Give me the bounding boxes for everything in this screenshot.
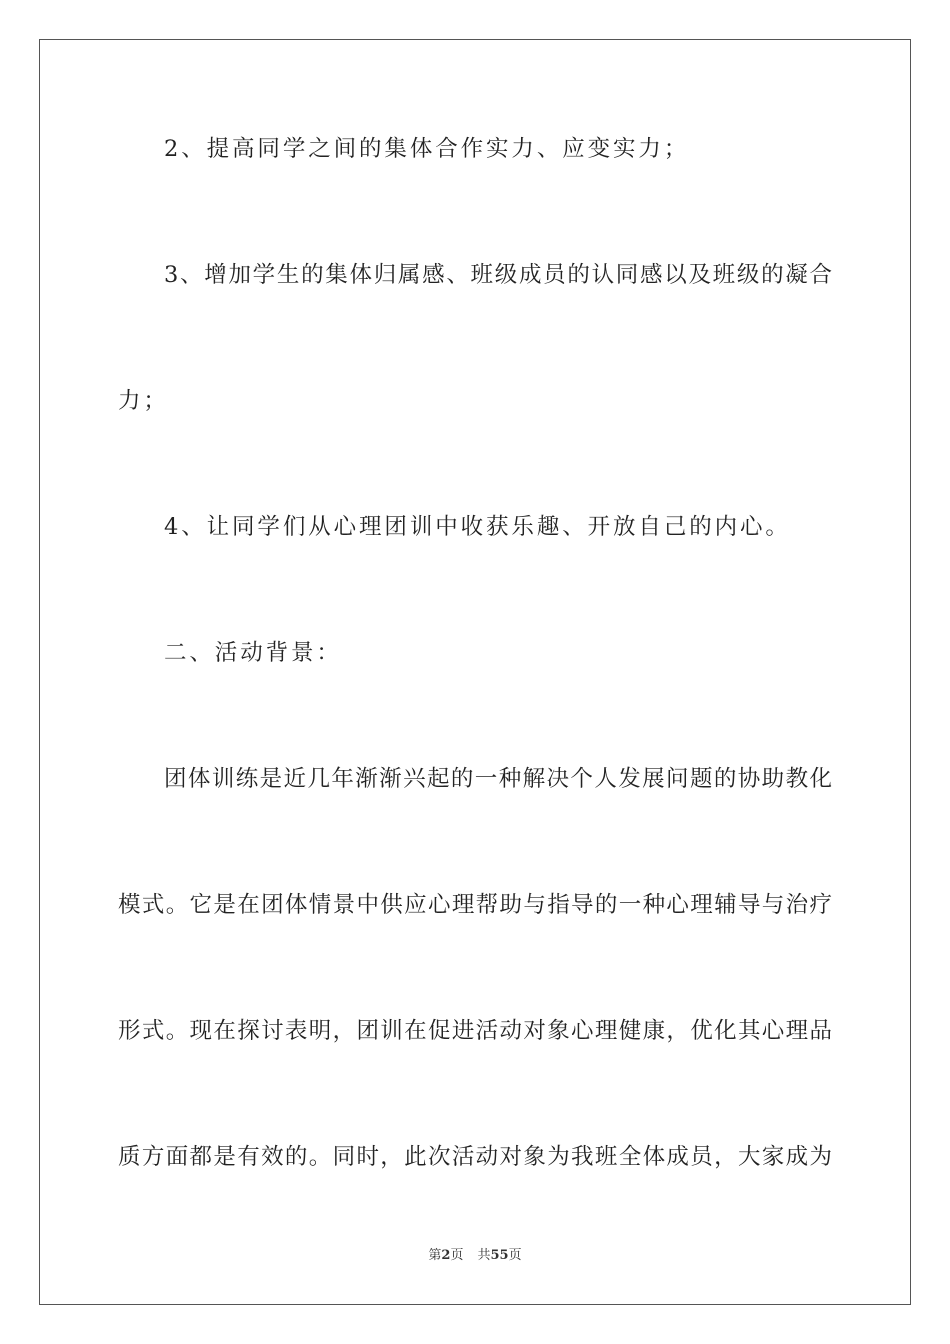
paragraph-line: 3、增加学生的集体归属感、班级成员的认同感以及班级的凝合 xyxy=(164,262,832,288)
paragraph-line: 质方面都是有效的。同时，此次活动对象为我班全体成员，大家成为 xyxy=(118,1144,832,1170)
page-border xyxy=(39,39,911,1305)
footer-page-prefix: 第 xyxy=(428,1248,442,1263)
page-footer xyxy=(0,1247,950,1265)
footer-page-suffix: 页 xyxy=(450,1248,464,1263)
paragraph-line: 团体训练是近几年渐渐兴起的一种解决个人发展问题的协助教化 xyxy=(164,766,832,792)
footer-total-prefix: 共 xyxy=(477,1248,491,1263)
footer-total-pages: 55 xyxy=(490,1248,509,1263)
footer-page-number: 2 xyxy=(441,1248,451,1263)
paragraph-line: 2、提高同学之间的集体合作实力、应变实力； xyxy=(164,136,690,162)
paragraph-line: 力； xyxy=(118,388,169,414)
section-heading: 二、活动背景： xyxy=(164,640,342,666)
paragraph-line: 4、让同学们从心理团训中收获乐趣、开放自己的内心。 xyxy=(164,514,791,540)
footer-total-suffix: 页 xyxy=(508,1248,522,1263)
paragraph-line: 形式。现在探讨表明，团训在促进活动对象心理健康，优化其心理品 xyxy=(118,1018,832,1044)
paragraph-line: 模式。它是在团体情景中供应心理帮助与指导的一种心理辅导与治疗 xyxy=(118,892,832,918)
